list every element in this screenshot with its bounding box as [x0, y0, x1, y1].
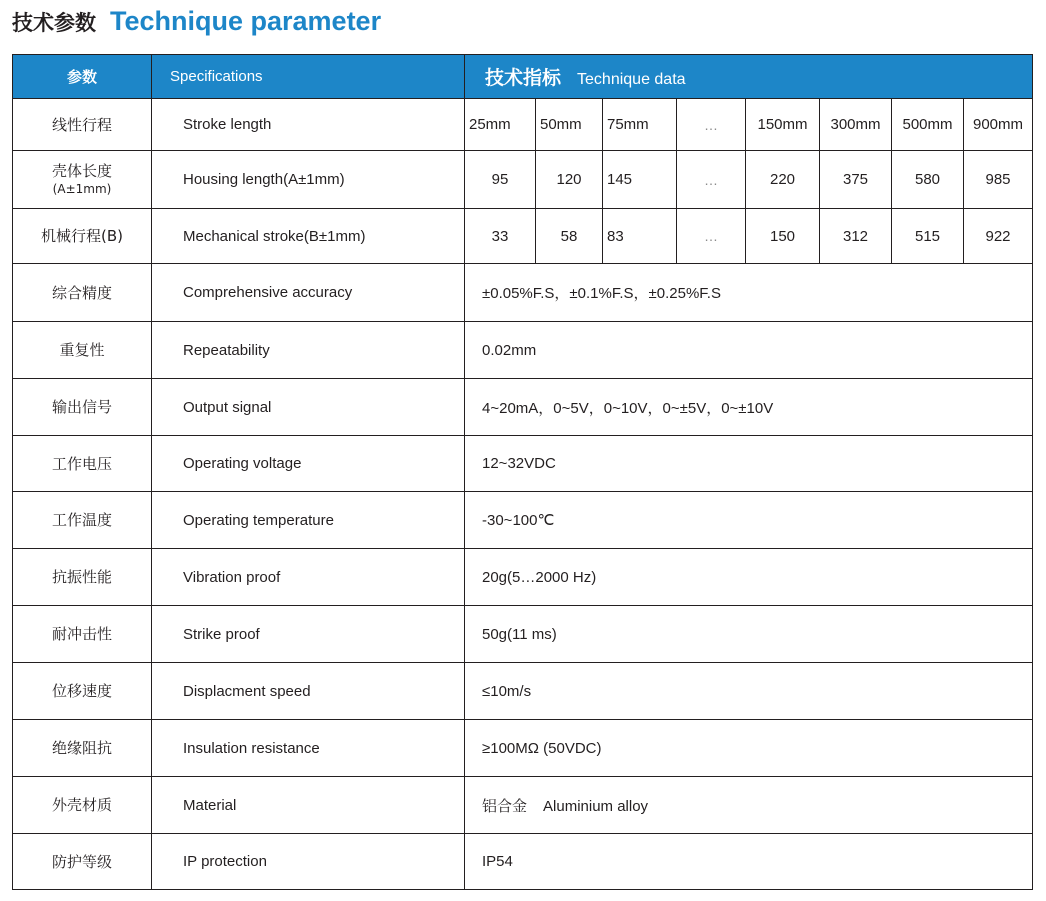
mech-stroke-value: 150	[746, 209, 820, 264]
row-label-cn: 抗振性能	[13, 549, 152, 606]
table-row	[13, 492, 1033, 549]
header-technique-data	[465, 55, 1033, 99]
row-label-en: Housing length(A±1mm)	[152, 151, 465, 209]
row-label-cn: 外壳材质	[13, 777, 152, 834]
row-label-en: Operating temperature	[152, 492, 465, 549]
row-label-cn: 耐冲击性	[13, 606, 152, 663]
row-label-en: Displacment speed	[152, 663, 465, 720]
row-label-en: Output signal	[152, 379, 465, 436]
header-specifications: Specifications	[152, 55, 465, 99]
row-value: 12~32VDC	[465, 436, 1033, 492]
row-label-en: Insulation resistance	[152, 720, 465, 777]
mech-stroke-value: 312	[820, 209, 892, 264]
row-label-cn: 重复性	[13, 322, 152, 379]
row-label-cn: 线性行程	[13, 99, 152, 151]
row-label-cn-sub: (A±1mm)	[52, 181, 112, 196]
row-label-cn: 绝缘阻抗	[13, 720, 152, 777]
table-row	[13, 264, 1033, 322]
row-label-cn-main: 壳体长度	[51, 161, 112, 180]
row-label-en: Strike proof	[152, 606, 465, 663]
table-row	[13, 436, 1033, 492]
row-value: 50g(11 ms)	[465, 606, 1033, 663]
stroke-value: 300mm	[820, 99, 892, 151]
row-value: 0.02mm	[465, 322, 1033, 379]
title-english: Technique parameter	[110, 6, 382, 36]
row-label-cn: 位移速度	[13, 663, 152, 720]
housing-value: 145	[603, 151, 677, 209]
row-label-en: Vibration proof	[152, 549, 465, 606]
row-label-en: Comprehensive accuracy	[152, 264, 465, 322]
row-value: -30~100℃	[465, 492, 1033, 549]
row-label-en: Material	[152, 777, 465, 834]
page-title	[12, 6, 381, 46]
title-chinese: 技术参数	[12, 11, 96, 35]
row-label-cn	[13, 151, 152, 209]
row-label-cn: 机械行程(B)	[13, 209, 152, 264]
row-label-en: Operating voltage	[152, 436, 465, 492]
row-label-en: Mechanical stroke(B±1mm)	[152, 209, 465, 264]
housing-value: 220	[746, 151, 820, 209]
material-value-cn: 铝合金	[482, 796, 528, 815]
stroke-value: 50mm	[536, 99, 603, 151]
row-value: 20g(5…2000 Hz)	[465, 549, 1033, 606]
table-row	[13, 777, 1033, 834]
header-data-en: Technique data	[577, 71, 686, 88]
spec-table	[12, 54, 1033, 890]
mech-stroke-value: 83	[603, 209, 677, 264]
mech-stroke-value: 922	[964, 209, 1033, 264]
row-label-cn: 工作温度	[13, 492, 152, 549]
row-label-en: IP protection	[152, 834, 465, 890]
row-label-cn: 工作电压	[13, 436, 152, 492]
row-label-cn: 输出信号	[13, 379, 152, 436]
row-value: 4~20mA，0~5V，0~10V，0~±5V，0~±10V	[465, 379, 1033, 436]
mech-stroke-value: 58	[536, 209, 603, 264]
table-row	[13, 209, 1033, 264]
mech-stroke-value: 33	[465, 209, 536, 264]
table-row	[13, 834, 1033, 890]
table-row	[13, 720, 1033, 777]
housing-value: 375	[820, 151, 892, 209]
row-label-cn: 综合精度	[13, 264, 152, 322]
header-data-cn: 技术指标	[485, 67, 562, 89]
housing-value: …	[677, 151, 746, 209]
housing-value: 120	[536, 151, 603, 209]
row-value: ±0.05%F.S，±0.1%F.S，±0.25%F.S	[465, 264, 1033, 322]
housing-value: 95	[465, 151, 536, 209]
row-label-cn: 防护等级	[13, 834, 152, 890]
row-value	[465, 777, 1033, 834]
row-value: IP54	[465, 834, 1033, 890]
row-value: ≤10m/s	[465, 663, 1033, 720]
table-row	[13, 663, 1033, 720]
row-value: ≥100MΩ (50VDC)	[465, 720, 1033, 777]
header-param: 参数	[13, 55, 152, 99]
material-value-en: Aluminium alloy	[543, 797, 649, 815]
table-row	[13, 151, 1033, 209]
table-row	[13, 379, 1033, 436]
stroke-value: 900mm	[964, 99, 1033, 151]
stroke-value: …	[677, 99, 746, 151]
table-row	[13, 99, 1033, 151]
table-row	[13, 549, 1033, 606]
row-label-en: Repeatability	[152, 322, 465, 379]
stroke-value: 75mm	[603, 99, 677, 151]
mech-stroke-value: …	[677, 209, 746, 264]
table-row	[13, 322, 1033, 379]
table-header-row	[13, 55, 1033, 99]
row-label-en: Stroke length	[152, 99, 465, 151]
stroke-value: 500mm	[892, 99, 964, 151]
table-row	[13, 606, 1033, 663]
stroke-value: 150mm	[746, 99, 820, 151]
housing-value: 580	[892, 151, 964, 209]
mech-stroke-value: 515	[892, 209, 964, 264]
stroke-value: 25mm	[465, 99, 536, 151]
housing-value: 985	[964, 151, 1033, 209]
